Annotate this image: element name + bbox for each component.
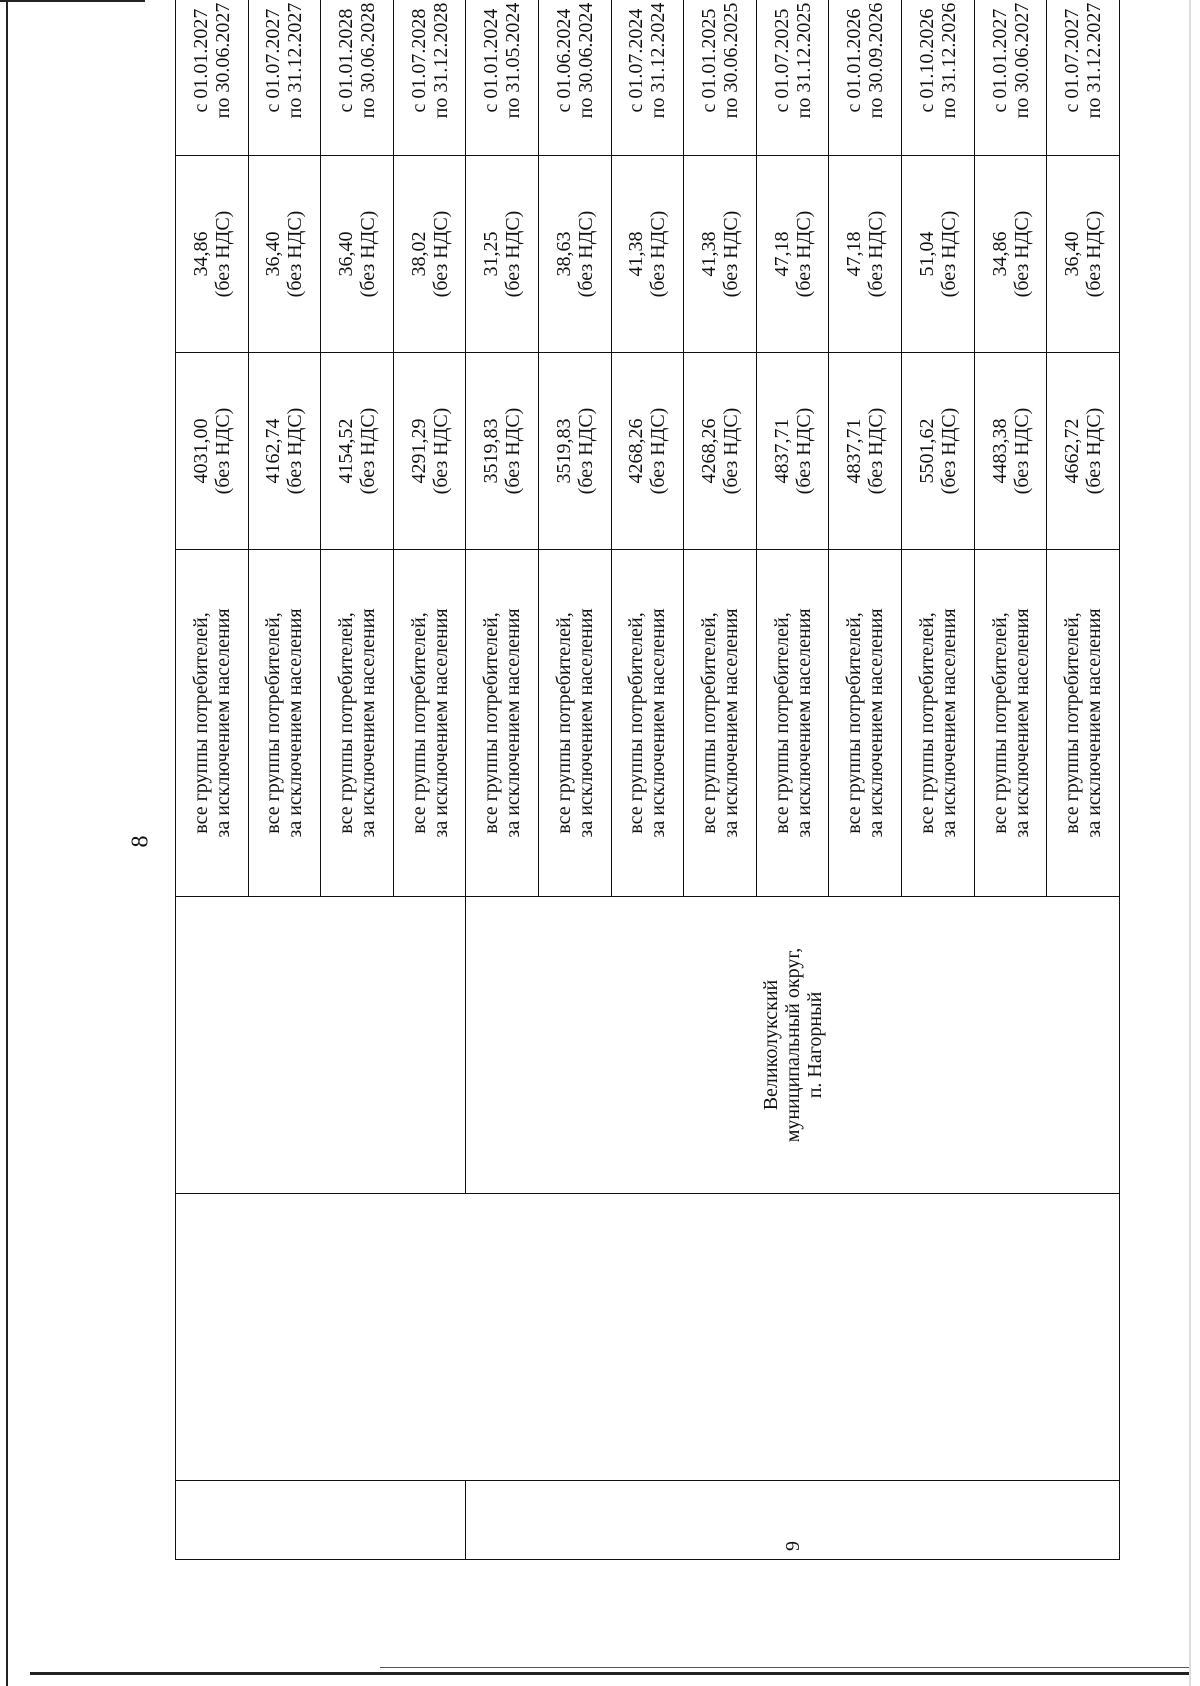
validity-period-line: по 31.12.2024 — [647, 2, 670, 119]
consumer-group-line: все группы потребителей, — [335, 612, 358, 834]
tariff-price-cell — [902, 353, 975, 550]
consumer-group-line: за исключением населения — [865, 608, 888, 838]
tariff-price-line: 4291,29 — [407, 418, 430, 484]
consumer-group-line: все группы потребителей, — [843, 612, 866, 834]
row-number: 9 — [781, 1541, 804, 1551]
tariff-rate-line: (без НДС) — [502, 210, 525, 298]
tariff-price-line: (без НДС) — [211, 407, 234, 495]
tariff-rate-line: (без НДС) — [357, 210, 380, 298]
validity-period-line: по 31.12.2028 — [429, 2, 452, 119]
consumer-group-cell — [393, 550, 466, 897]
tariff-rate-cell — [684, 156, 757, 353]
tariff-price-line: (без НДС) — [357, 407, 380, 495]
tariff-rate-line: (без НДС) — [865, 210, 888, 298]
tariff-rate-line: (без НДС) — [1010, 210, 1033, 298]
validity-period-line: с 01.07.2027 — [262, 8, 285, 113]
tariff-rate-line: 34,86 — [988, 231, 1011, 277]
tariff-price-line: 3519,83 — [480, 418, 503, 484]
blank-cell — [176, 1194, 1120, 1481]
tariff-price-line: 4483,38 — [988, 418, 1011, 484]
scan-edge-top — [0, 0, 145, 2]
tariff-price-cell — [539, 353, 612, 550]
validity-period-cell — [974, 0, 1047, 156]
validity-period-line: по 31.12.2027 — [284, 2, 307, 119]
tariff-price-line: (без НДС) — [284, 407, 307, 495]
consumer-group-line: все группы потребителей, — [552, 612, 575, 834]
consumer-group-line: все группы потребителей, — [770, 612, 793, 834]
table-row — [176, 0, 249, 1560]
tariff-table-rotated — [175, 2, 1120, 1560]
tariff-price-line: (без НДС) — [647, 407, 670, 495]
row-number-cell-empty — [176, 1481, 466, 1560]
tariff-rate-cell — [756, 156, 829, 353]
validity-period-cell — [611, 0, 684, 156]
tariff-price-line: 4154,52 — [335, 418, 358, 484]
tariff-rate-cell — [248, 156, 321, 353]
consumer-group-cell — [1047, 550, 1120, 897]
validity-period-line: с 01.01.2024 — [480, 8, 503, 113]
tariff-rate-line: (без НДС) — [574, 210, 597, 298]
tariff-price-line: (без НДС) — [937, 407, 960, 495]
tariff-rate-cell — [539, 156, 612, 353]
consumer-group-line: за исключением населения — [1083, 608, 1106, 838]
validity-period-line: по 30.06.2025 — [720, 2, 743, 119]
consumer-group-line: все группы потребителей, — [1061, 612, 1084, 834]
consumer-group-cell — [611, 550, 684, 897]
tariff-price-cell — [611, 353, 684, 550]
scan-edge-bottom — [30, 1672, 1190, 1675]
validity-period-cell — [902, 0, 975, 156]
consumer-group-cell — [176, 550, 249, 897]
validity-period-cell — [393, 0, 466, 156]
consumer-group-line: все группы потребителей, — [915, 612, 938, 834]
tariff-rate-line: 38,63 — [552, 231, 575, 277]
tariff-price-line: 4837,71 — [843, 418, 866, 484]
tariff-rate-cell — [321, 156, 394, 353]
municipality-line: муниципальный округ, — [781, 947, 804, 1143]
municipality-cell-empty — [176, 897, 466, 1194]
validity-period-line: с 01.01.2027 — [988, 8, 1011, 113]
validity-period-line: с 01.07.2025 — [770, 8, 793, 113]
tariff-rate-line: (без НДС) — [792, 210, 815, 298]
validity-period-line: по 30.06.2024 — [574, 2, 597, 119]
tariff-rate-line: (без НДС) — [284, 210, 307, 298]
validity-period-line: с 01.01.2025 — [698, 8, 721, 113]
scan-edge-left — [6, 0, 8, 1686]
validity-period-cell — [1047, 0, 1120, 156]
tariff-rate-cell — [974, 156, 1047, 353]
tariff-price-line: 4268,26 — [698, 418, 721, 484]
validity-period-line: с 01.07.2027 — [1061, 8, 1084, 113]
validity-period-cell — [829, 0, 902, 156]
tariff-price-cell — [756, 353, 829, 550]
validity-period-cell — [321, 0, 394, 156]
tariff-rate-cell — [829, 156, 902, 353]
consumer-group-line: за исключением населения — [284, 608, 307, 838]
consumer-group-cell — [248, 550, 321, 897]
tariff-rate-line: 41,38 — [698, 231, 721, 277]
consumer-group-cell — [321, 550, 394, 897]
validity-period-line: по 30.09.2026 — [865, 2, 888, 119]
tariff-rate-line: (без НДС) — [937, 210, 960, 298]
tariff-rate-line: 47,18 — [843, 231, 866, 277]
tariff-rate-line: 41,38 — [625, 231, 648, 277]
consumer-group-line: все группы потребителей, — [262, 612, 285, 834]
validity-period-line: с 01.01.2026 — [843, 8, 866, 113]
tariff-rate-line: 36,40 — [1061, 231, 1084, 277]
tariff-price-line: (без НДС) — [574, 407, 597, 495]
consumer-group-cell — [684, 550, 757, 897]
tariff-rate-cell — [176, 156, 249, 353]
tariff-rate-line: (без НДС) — [647, 210, 670, 298]
consumer-group-line: за исключением населения — [720, 608, 743, 838]
consumer-group-cell — [756, 550, 829, 897]
tariff-price-line: (без НДС) — [720, 407, 743, 495]
tariff-rate-line: (без НДС) — [720, 210, 743, 298]
tariff-price-line: (без НДС) — [1010, 407, 1033, 495]
validity-period-line: по 30.06.2027 — [1010, 2, 1033, 119]
tariff-rate-cell — [902, 156, 975, 353]
tariff-rate-cell — [611, 156, 684, 353]
tariff-price-cell — [321, 353, 394, 550]
tariff-price-line: (без НДС) — [1083, 407, 1106, 495]
municipality-cell — [466, 897, 1120, 1194]
consumer-group-cell — [902, 550, 975, 897]
validity-period-line: с 01.07.2028 — [407, 8, 430, 113]
tariff-price-line: 4162,74 — [262, 418, 285, 484]
tariff-price-cell — [829, 353, 902, 550]
tariff-rate-line: 36,40 — [335, 231, 358, 277]
validity-period-cell — [176, 0, 249, 156]
validity-period-cell — [684, 0, 757, 156]
tariff-rate-line: 36,40 — [262, 231, 285, 277]
consumer-group-line: за исключением населения — [937, 608, 960, 838]
tariff-price-line: 5501,62 — [915, 418, 938, 484]
tariff-price-line: 3519,83 — [552, 418, 575, 484]
consumer-group-line: все группы потребителей, — [480, 612, 503, 834]
tariff-price-cell — [248, 353, 321, 550]
tariff-table-body — [176, 0, 1120, 1560]
consumer-group-line: за исключением населения — [647, 608, 670, 838]
validity-period-line: по 31.12.2027 — [1083, 2, 1106, 119]
tariff-price-line: (без НДС) — [429, 407, 452, 495]
validity-period-cell — [539, 0, 612, 156]
row-number-cell — [466, 1481, 1120, 1560]
tariff-rate-line: (без НДС) — [429, 210, 452, 298]
consumer-group-line: за исключением населения — [357, 608, 380, 838]
validity-period-line: с 01.01.2027 — [189, 8, 212, 113]
tariff-rate-cell — [466, 156, 539, 353]
tariff-rate-cell — [393, 156, 466, 353]
validity-period-line: с 01.01.2028 — [335, 8, 358, 113]
consumer-group-line: за исключением населения — [792, 608, 815, 838]
consumer-group-cell — [466, 550, 539, 897]
tariff-rate-line: 38,02 — [407, 231, 430, 277]
consumer-group-cell — [829, 550, 902, 897]
tariff-rate-line: 47,18 — [770, 231, 793, 277]
validity-period-cell — [756, 0, 829, 156]
consumer-group-line: все группы потребителей, — [698, 612, 721, 834]
tariff-table — [175, 0, 1120, 1560]
tariff-price-cell — [1047, 353, 1120, 550]
tariff-rate-line: (без НДС) — [1083, 210, 1106, 298]
validity-period-line: по 30.06.2028 — [357, 2, 380, 119]
consumer-group-cell — [974, 550, 1047, 897]
municipality-line: Великолукский — [759, 979, 782, 1111]
page-number: 8 — [127, 835, 154, 848]
tariff-price-line: 4662,72 — [1061, 418, 1084, 484]
consumer-group-line: за исключением населения — [502, 608, 525, 838]
consumer-group-line: все группы потребителей, — [625, 612, 648, 834]
tariff-price-line: 4268,26 — [625, 418, 648, 484]
validity-period-line: с 01.06.2024 — [552, 8, 575, 113]
validity-period-cell — [466, 0, 539, 156]
tariff-price-cell — [393, 353, 466, 550]
tariff-price-line: 4837,71 — [770, 418, 793, 484]
validity-period-line: с 01.10.2026 — [915, 8, 938, 113]
tariff-rate-line: (без НДС) — [211, 210, 234, 298]
validity-period-cell — [248, 0, 321, 156]
consumer-group-line: все группы потребителей, — [988, 612, 1011, 834]
scan-edge-bottom-secondary — [380, 1667, 1190, 1668]
consumer-group-line: за исключением населения — [574, 608, 597, 838]
tariff-price-line: 4031,00 — [189, 418, 212, 484]
validity-period-line: по 31.05.2024 — [502, 2, 525, 119]
consumer-group-line: за исключением населения — [1010, 608, 1033, 838]
tariff-rate-line: 51,04 — [915, 231, 938, 277]
tariff-rate-cell — [1047, 156, 1120, 353]
tariff-rate-line: 31,25 — [480, 231, 503, 277]
consumer-group-cell — [539, 550, 612, 897]
tariff-price-cell — [974, 353, 1047, 550]
consumer-group-line: все группы потребителей, — [189, 612, 212, 834]
tariff-rate-line: 34,86 — [189, 231, 212, 277]
scan-edge-right — [1189, 0, 1191, 1686]
validity-period-line: по 30.06.2027 — [211, 2, 234, 119]
tariff-price-cell — [466, 353, 539, 550]
tariff-price-line: (без НДС) — [502, 407, 525, 495]
validity-period-line: по 31.12.2025 — [792, 2, 815, 119]
tariff-price-cell — [684, 353, 757, 550]
tariff-price-cell — [176, 353, 249, 550]
consumer-group-line: за исключением населения — [429, 608, 452, 838]
validity-period-line: по 31.12.2026 — [937, 2, 960, 119]
tariff-price-line: (без НДС) — [792, 407, 815, 495]
validity-period-line: с 01.07.2024 — [625, 8, 648, 113]
municipality-line: п. Нагорный — [803, 991, 826, 1099]
consumer-group-line: все группы потребителей, — [407, 612, 430, 834]
consumer-group-line: за исключением населения — [211, 608, 234, 838]
tariff-price-line: (без НДС) — [865, 407, 888, 495]
